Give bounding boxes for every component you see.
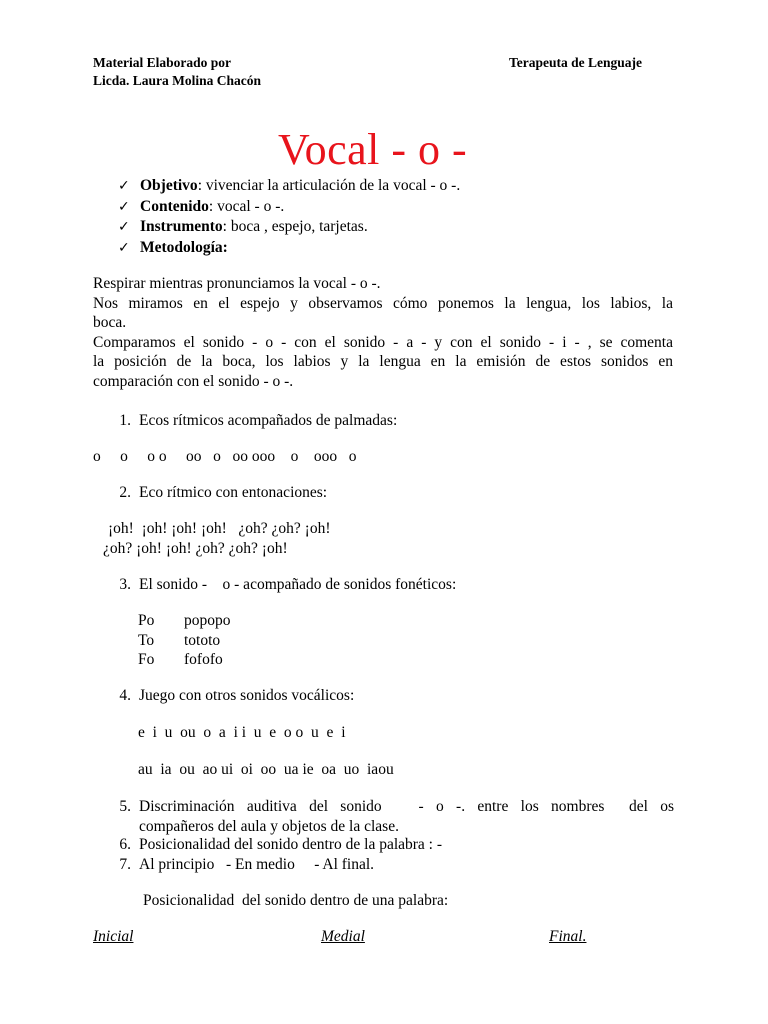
checklist-item: ✓ Metodología: bbox=[118, 238, 460, 259]
list-item: 3. El sonido - o - acompañado de sonidos fonéticos: bbox=[119, 576, 457, 593]
checklist-item: ✓ Objetivo: vivenciar la articulación de la vocal - o -. bbox=[118, 176, 460, 197]
author-name: Licda. Laura Molina Chacón bbox=[93, 73, 262, 88]
intonation-line: ¡oh! ¡oh! ¡oh! ¡oh! ¿oh? ¿oh? ¡oh! bbox=[108, 520, 331, 537]
column-medial: Medial bbox=[321, 928, 365, 945]
checkmark-icon: ✓ bbox=[118, 219, 130, 235]
checklist-item: ✓ Contenido: vocal - o -. bbox=[118, 197, 460, 218]
column-inicial: Inicial bbox=[93, 928, 134, 945]
page-title: Vocal - o - bbox=[278, 125, 468, 174]
checklist-item: ✓ Instrumento: boca , espejo, tarjetas. bbox=[118, 217, 460, 238]
intonation-line: ¿oh? ¡oh! ¡oh! ¿oh? ¿oh? ¡oh! bbox=[103, 540, 288, 557]
rhythm-line: o o o o oo o oo ooo o ooo o bbox=[93, 448, 357, 465]
intro-paragraph: Respirar mientras pronunciamos la vocal - o -. Nos miramos en el espejo y observamos cómo ponemos la lengua, los labios, la boca. Comparamos el sonido - o - con el sonido - a - y con el sonido - i - , se comenta la posición de la boca, los labios y la lengua en la emisión de estos sonidos en comparación con el sonido - o -. bbox=[93, 275, 673, 390]
author-role: Terapeuta de Lenguaje bbox=[509, 55, 643, 70]
checkmark-icon: ✓ bbox=[118, 239, 130, 256]
column-final: Final. bbox=[549, 928, 587, 945]
list-item: 7. Al principio - En medio - Al final. bbox=[119, 856, 375, 873]
list-item: 2. Eco rítmico con entonaciones: bbox=[119, 484, 328, 501]
list-item: 6. Posicionalidad del sonido dentro de la palabra : - bbox=[119, 836, 443, 853]
vowel-sequence: e i u ou o a i i u e o o u e i bbox=[138, 724, 346, 741]
checkmark-icon: ✓ bbox=[118, 198, 130, 215]
table-row: Fo fofofo bbox=[138, 651, 223, 668]
table-row: To tototo bbox=[138, 631, 221, 649]
author-label: Material Elaborado por bbox=[93, 55, 231, 70]
list-item: 4. Juego con otros sonidos vocálicos: bbox=[119, 687, 355, 704]
list-item: 1. Ecos rítmicos acompañados de palmadas: bbox=[119, 412, 398, 429]
table-row: Po popopo bbox=[138, 612, 231, 629]
position-title: Posicionalidad del sonido dentro de una palabra: bbox=[143, 892, 449, 909]
checkmark-icon: ✓ bbox=[118, 178, 130, 194]
vowel-sequence: au ia ou ao ui oi oo ua ie oa uo iaou bbox=[138, 761, 394, 778]
checklist bbox=[118, 176, 460, 258]
list-item: 5. Discriminación auditiva del sonido - o -. entre los nombres del os compañeros del aula y objetos de la clase. bbox=[119, 798, 674, 835]
syllable-table bbox=[138, 611, 231, 670]
